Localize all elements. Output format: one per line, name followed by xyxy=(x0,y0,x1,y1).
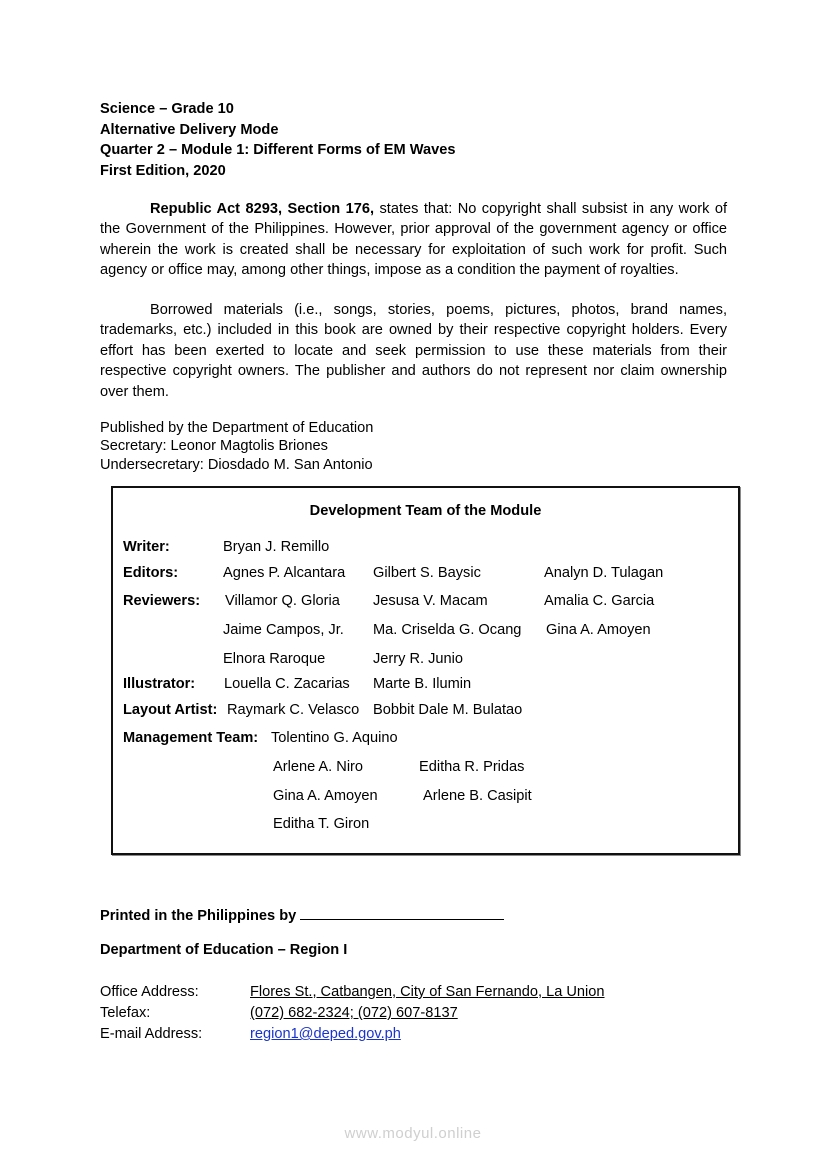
management-label: Management Team: xyxy=(123,730,259,746)
copyright-text: states that: No copyright shall subsist in any work of the Government of the Philippines. However, prior approval of the government agency or office wherein the work is created shall be necessary for exploitation of such work for profit. Such agency or office may, among other things, impose as a condition the payment of royalties. xyxy=(100,201,728,279)
development-team-box xyxy=(111,486,740,855)
region-heading: Department of Education – Region I xyxy=(100,942,348,958)
office-address-label: Office Address: xyxy=(100,984,199,1000)
management-name: Arlene B. Casipit xyxy=(423,788,532,804)
reviewer-name: Amalia C. Garcia xyxy=(544,593,655,609)
edition: First Edition, 2020 xyxy=(100,162,226,179)
borrowed-materials-paragraph xyxy=(100,300,727,402)
published-by: Published by the Department of Education xyxy=(100,420,374,436)
reviewer-name: Elnora Raroque xyxy=(223,651,326,667)
printed-by-line xyxy=(100,907,504,924)
printer-blank xyxy=(300,907,504,920)
illustrator-name: Marte B. Ilumin xyxy=(373,676,472,692)
subject-grade: Science – Grade 10 xyxy=(100,101,234,117)
printed-label: Printed in the Philippines by xyxy=(100,908,297,924)
office-address-value: Flores St., Catbangen, City of San Fernando, La Union xyxy=(250,984,605,1000)
layout-artist-label: Layout Artist: xyxy=(123,702,218,718)
borrowed-materials-text: Borrowed materials (i.e., songs, stories, poems, pictures, photos, brand names, trademarks, etc.) included in this book are owned by their respective copyright holders. Every effort has been exerted to locate and seek permission to use these materials from their respective copyright owners. The publisher and authors do not represent nor claim ownership over them. xyxy=(100,302,727,400)
writer-label: Writer: xyxy=(123,539,170,555)
illustrator-label: Illustrator: xyxy=(123,676,196,692)
management-name: Gina A. Amoyen xyxy=(273,788,378,804)
management-name: Tolentino G. Aquino xyxy=(271,730,398,746)
reviewer-name: Jaime Campos, Jr. xyxy=(223,622,344,638)
email-link[interactable]: region1@deped.gov.ph xyxy=(250,1026,401,1042)
email-row xyxy=(100,1026,700,1046)
telefax-label: Telefax: xyxy=(100,1005,151,1021)
office-address-row xyxy=(100,984,700,1004)
layout-artist-name: Bobbit Dale M. Bulatao xyxy=(373,702,523,718)
delivery-mode: Alternative Delivery Mode xyxy=(100,121,279,138)
watermark: www.modyul.online xyxy=(344,1125,482,1142)
publisher-info xyxy=(100,419,373,474)
copyright-paragraph xyxy=(100,199,727,281)
reviewer-name: Villamor Q. Gloria xyxy=(225,593,340,609)
secretary: Secretary: Leonor Magtolis Briones xyxy=(100,438,328,455)
reviewer-name: Jesusa V. Macam xyxy=(373,593,488,609)
reviewer-name: Jerry R. Junio xyxy=(373,651,464,667)
editor-name: Analyn D. Tulagan xyxy=(544,565,664,581)
editors-label: Editors: xyxy=(123,565,179,581)
reviewer-name: Gina A. Amoyen xyxy=(546,622,651,638)
module-title: Quarter 2 – Module 1: Different Forms of EM Waves xyxy=(100,142,456,158)
writer-name: Bryan J. Remillo xyxy=(223,539,330,555)
email-label: E-mail Address: xyxy=(100,1026,203,1042)
telefax-value: (072) 682-2324; (072) 607-8137 xyxy=(250,1005,458,1021)
management-name: Editha R. Pridas xyxy=(419,759,525,775)
layout-artist-name: Raymark C. Velasco xyxy=(227,702,360,718)
editor-name: Agnes P. Alcantara xyxy=(223,565,346,581)
management-name: Editha T. Giron xyxy=(273,816,370,832)
illustrator-name: Louella C. Zacarias xyxy=(224,676,350,692)
management-name: Arlene A. Niro xyxy=(273,759,364,775)
document-header xyxy=(100,99,455,181)
team-title: Development Team of the Module xyxy=(309,503,542,519)
undersecretary: Undersecretary: Diosdado M. San Antonio xyxy=(100,456,373,473)
telefax-row xyxy=(100,1005,700,1025)
editor-name: Gilbert S. Baysic xyxy=(373,565,481,581)
reviewers-label: Reviewers: xyxy=(123,593,201,609)
reviewer-name: Ma. Criselda G. Ocang xyxy=(373,622,522,638)
republic-act-citation: Republic Act 8293, Section 176, xyxy=(150,201,375,217)
